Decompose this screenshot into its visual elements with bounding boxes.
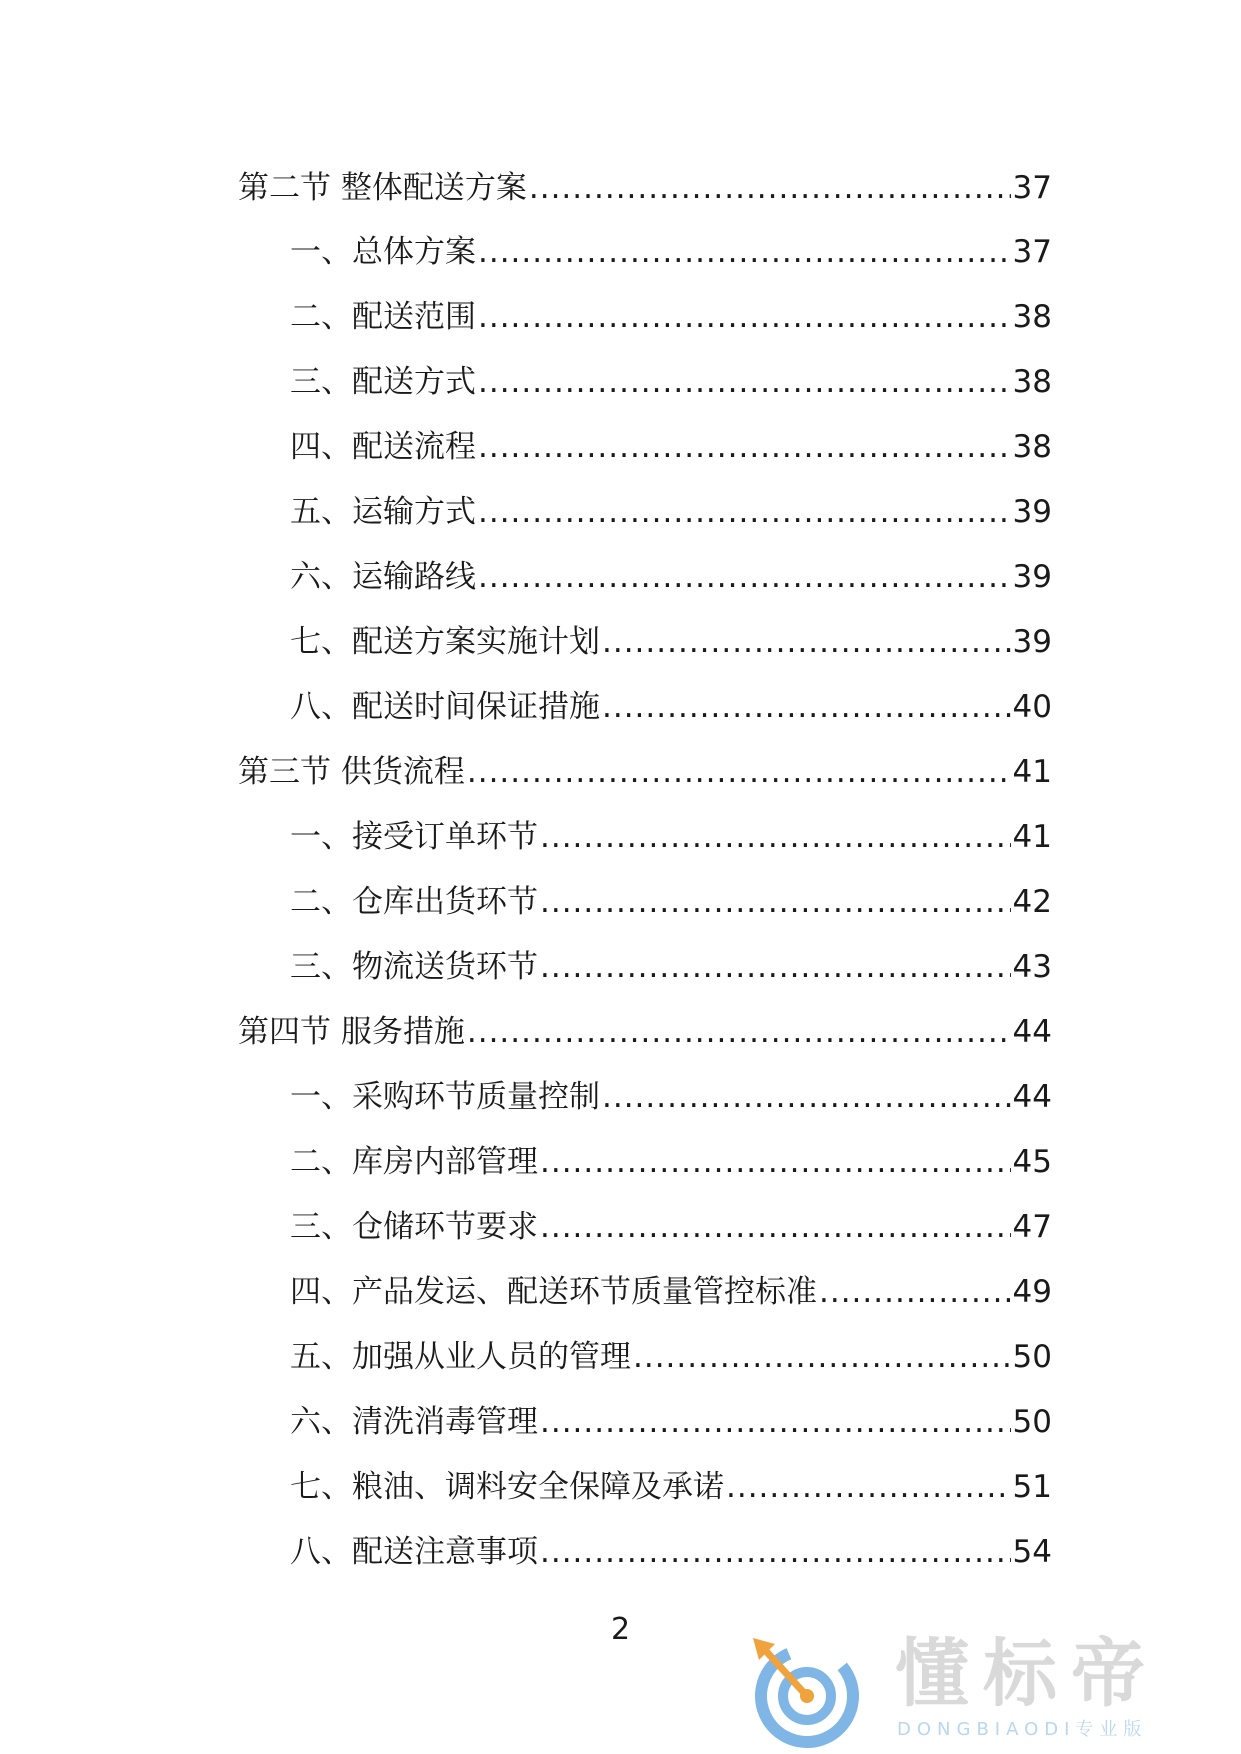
toc-entry-title: 四、产品发运、配送环节质量管控标准 <box>290 1274 817 1310</box>
toc-entry-title: 七、配送方案实施计划 <box>290 624 600 660</box>
toc-dot-leader <box>540 817 1011 857</box>
toc-entry <box>290 1272 1052 1312</box>
toc-dot-leader <box>602 687 1011 727</box>
watermark-sub-text: DONGBIAODI专业版 <box>897 1719 1148 1740</box>
watermark <box>745 1628 1225 1748</box>
toc-entry-title: 一、采购环节质量控制 <box>290 1079 600 1115</box>
toc-entry-page: 45 <box>1012 1144 1052 1180</box>
toc-dot-leader <box>540 1142 1011 1182</box>
toc-entry-page: 42 <box>1012 884 1052 920</box>
toc-entry-page: 37 <box>1012 170 1052 206</box>
toc-entry <box>290 1337 1052 1377</box>
toc-entry-title: 三、仓储环节要求 <box>290 1209 538 1245</box>
toc-dot-leader <box>540 1532 1011 1572</box>
toc-dot-leader <box>540 1207 1011 1247</box>
toc-entry-page: 37 <box>1012 234 1052 270</box>
toc-entry-title: 六、清洗消毒管理 <box>290 1404 538 1440</box>
toc-entry-title: 八、配送时间保证措施 <box>290 689 600 725</box>
toc-entry <box>290 687 1052 727</box>
toc-entry-title: 一、总体方案 <box>290 234 476 270</box>
toc-entry-page: 41 <box>1012 819 1052 855</box>
toc-entry-page: 38 <box>1012 429 1052 465</box>
toc-entry-page: 40 <box>1012 689 1052 725</box>
toc-entry-page: 39 <box>1012 624 1052 660</box>
toc-entry-page: 54 <box>1012 1534 1052 1570</box>
toc-entry-page: 44 <box>1012 1014 1052 1050</box>
toc-dot-leader <box>478 492 1011 532</box>
toc-entry-page: 38 <box>1012 364 1052 400</box>
toc-entry <box>290 622 1052 662</box>
toc-entry <box>238 168 1052 208</box>
toc-entry <box>290 1532 1052 1572</box>
toc-dot-leader <box>529 168 1011 208</box>
toc-dot-leader <box>633 1337 1011 1377</box>
toc-entry <box>290 362 1052 402</box>
toc-entry <box>290 882 1052 922</box>
toc-entry-title: 一、接受订单环节 <box>290 819 538 855</box>
toc-entry-title: 六、运输路线 <box>290 559 476 595</box>
toc-dot-leader <box>467 1012 1011 1052</box>
toc-entry <box>290 1467 1052 1507</box>
toc-entry-title: 八、配送注意事项 <box>290 1534 538 1570</box>
toc-entry <box>290 297 1052 337</box>
toc-entry-title: 第二节 整体配送方案 <box>238 170 527 206</box>
toc-dot-leader <box>478 557 1011 597</box>
toc-entry-page: 38 <box>1012 299 1052 335</box>
toc-entry-title: 第三节 供货流程 <box>238 754 465 790</box>
target-arrow-icon <box>745 1638 865 1748</box>
toc-entry-page: 39 <box>1012 494 1052 530</box>
toc-entry-page: 44 <box>1012 1079 1052 1115</box>
toc-dot-leader <box>540 882 1011 922</box>
toc-entry <box>290 492 1052 532</box>
watermark-brand-text: 懂标帝 <box>895 1631 1159 1717</box>
toc-entry-page: 50 <box>1012 1404 1052 1440</box>
toc-entry <box>290 1402 1052 1442</box>
toc-dot-leader <box>819 1272 1011 1312</box>
toc-entry-title: 三、物流送货环节 <box>290 949 538 985</box>
toc-entry-title: 二、仓库出货环节 <box>290 884 538 920</box>
toc-entry-page: 39 <box>1012 559 1052 595</box>
toc-entry <box>290 232 1052 272</box>
toc-dot-leader <box>478 362 1011 402</box>
toc-entry <box>290 1142 1052 1182</box>
toc-entry-title: 七、粮油、调料安全保障及承诺 <box>290 1469 724 1505</box>
toc-entry <box>290 947 1052 987</box>
toc-entry-page: 47 <box>1012 1209 1052 1245</box>
toc-dot-leader <box>540 947 1011 987</box>
toc-dot-leader <box>602 622 1011 662</box>
toc-entry <box>238 752 1052 792</box>
toc-dot-leader <box>478 297 1011 337</box>
toc-entry <box>290 1207 1052 1247</box>
toc-dot-leader <box>478 427 1011 467</box>
toc-entry-page: 51 <box>1012 1469 1052 1505</box>
toc-entry <box>290 817 1052 857</box>
toc-entry-page: 49 <box>1012 1274 1052 1310</box>
toc-entry <box>290 1077 1052 1117</box>
toc-entry <box>238 1012 1052 1052</box>
toc-dot-leader <box>478 232 1011 272</box>
toc-dot-leader <box>602 1077 1011 1117</box>
toc-dot-leader <box>726 1467 1011 1507</box>
toc-entry-title: 五、加强从业人员的管理 <box>290 1339 631 1375</box>
toc-entry-title: 二、库房内部管理 <box>290 1144 538 1180</box>
toc-entry-title: 三、配送方式 <box>290 364 476 400</box>
toc-entry-title: 五、运输方式 <box>290 494 476 530</box>
toc-entry-page: 41 <box>1012 754 1052 790</box>
toc-entry-page: 43 <box>1012 949 1052 985</box>
toc-entry-page: 50 <box>1012 1339 1052 1375</box>
toc-dot-leader <box>467 752 1011 792</box>
toc-entry <box>290 557 1052 597</box>
toc-entry-title: 二、配送范围 <box>290 299 476 335</box>
toc-dot-leader <box>540 1402 1011 1442</box>
toc-entry <box>290 427 1052 467</box>
toc-entry-title: 四、配送流程 <box>290 429 476 465</box>
toc-entry-title: 第四节 服务措施 <box>238 1014 465 1050</box>
page-number: 2 <box>610 1612 631 1647</box>
